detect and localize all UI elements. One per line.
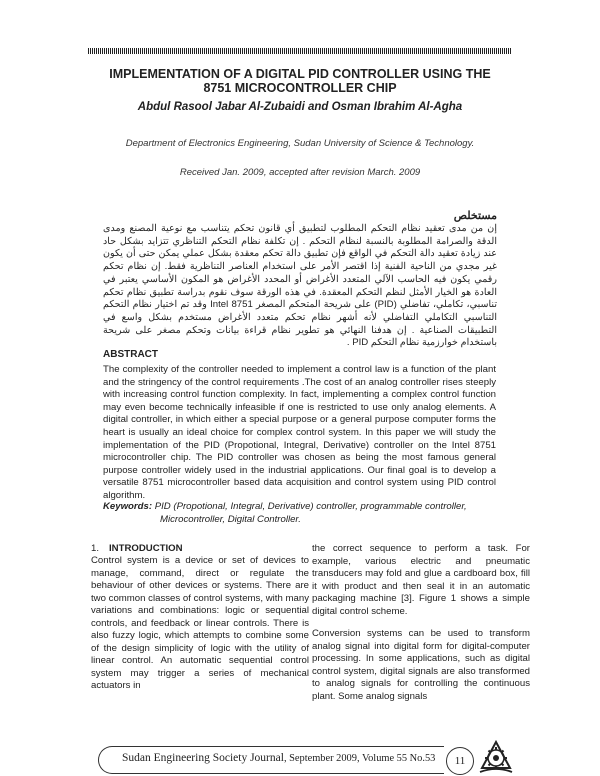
section-title: INTRODUCTION — [109, 543, 183, 554]
page-number: 11 — [446, 747, 474, 775]
abstract-text: The complexity of the controller needed to implement a control law is a function of the plant and the stringency of the control requirements .The cost of an analog controller rises steeply with increasing control function complexity. In fact, implementing a complex control function may even become technically infeasible if one is restricted to use only analog elements. A digital controller, in which either a special purpose or a general purpose computer forms the heart is usually an ideal choice for complex control system. In this paper we will study the implementation of the PID (Propotional, Integral, Derivative) controller on the Intel 8751 microcontroller chip. The PID controller was chosen as being the most famous general purpose controller widely used in the industrial applications. Our final goal is to develop a versatile 8751 microcontroller based data acquisition and control system using PID control algorithm. — [103, 364, 496, 501]
received-date: Received Jan. 2009, accepted after revision March. 2009 — [179, 167, 421, 178]
intro-paragraph-right-1: the correct sequence to perform a task. For example, various electric and pneumatic transducers may fold and glue a cardboard box, fill it with product and then seal it in an automatic packaging machine [3]. Figure 1 shows a simple digital control scheme. — [312, 543, 530, 617]
journal-name: Sudan Engineering Society Journal — [122, 752, 284, 764]
right-column — [312, 543, 530, 703]
intro-paragraph-left: Control system is a device or set of devices to manage, command, direct or regulate the behaviour of other devices or systems. There are two common classes of control systems, with many variations and combinations: logic or sequential controls, and feedback or linear controls. There is also fuzzy logic, which attempts to combine some of the design simplicity of logic with the utility of linear control. An automatic sequential control system may trigger a series of mechanical actuators in — [91, 555, 309, 691]
footer-citation — [122, 752, 442, 764]
abstract-heading: ABSTRACT — [103, 349, 158, 360]
introduction-heading — [91, 543, 183, 554]
arabic-abstract-heading: مستخلص — [453, 210, 497, 222]
section-number: 1. — [91, 543, 100, 554]
society-seal-icon — [476, 736, 516, 776]
author-affiliation: Department of Electronics Engineering, Sudan University of Science & Technology. — [125, 138, 475, 149]
left-column — [91, 555, 309, 693]
keywords-block — [103, 501, 496, 526]
paper-title: IMPLEMENTATION OF A DIGITAL PID CONTROLLER USING THE 8751 MICROCONTROLLER CHIP — [109, 67, 491, 95]
keywords-line-2: Microcontroller, Digital Controller. — [160, 513, 301, 525]
paper-authors: Abdul Rasool Jabar Al-Zubaidi and Osman Ibrahim Al-Agha — [137, 101, 463, 113]
keywords-line-1: PID (Propotional, Integral, Derivative) controller, programmable controller, — [154, 501, 467, 512]
arabic-abstract-text: إن من مدى تعقيد نظام التحكم المطلوب لتطبيق أي قانون تحكم يتناسب مع نوعية المصنع ومدى الدقة والصرامة المطلوبة بالنسبة لنظام التحكم . إن تكلفة نظام التحكم التناظري تتزايد بشكل حاد عند زيادة تعقيد دالة التحكم في الواقع فإن تطبيق دالة تحكم معقدة بشكل عملي يمكن حتى أن يكون غير مجدي من الناحية الفنية إذا اقتصر الأمر على استخدام العناصر التناظرية فقط. إن نظام تحكم رقمي يكون فيه الحاسب الآلي المتعدد الأغراض أو المحدد الأغراض هو المكون الأساسي يعتبر في العادة هو الخيار الأمثل لنظم التحكم المعقدة. في هذه الورقة سوف نقوم بدراسة تطبيق نظام تحكم تناسبي، تكاملي، تفاضلي (PID) على شريحة المتحكم المصغر Intel 8751 وقد تم اختيار نظام التحكم التناسبي التكاملي التفاضلي لأنه أشهر نظام تحكم متعدد الأغراض مستخدم بشكل واسع في التطبيقات الصناعية . إن هدفنا النهائي هو تطوير نظام قراءة بيانات وتحكم مصغر على شريحة باستخدام خوارزمية نظام التحكم PID . — [103, 223, 497, 349]
journal-issue: , September 2009, Volume 55 No.53 — [283, 753, 436, 764]
intro-paragraph-right-2: Conversion systems can be used to transform analog signal into digital form for digital-computer processing. In some applications, such as digital control system, digital signals are also transformed to analog signals for controlling the continuous plant. Some analog signals — [312, 628, 530, 702]
keywords-label: Keywords: — [103, 501, 153, 512]
top-decorative-rule — [88, 48, 512, 54]
